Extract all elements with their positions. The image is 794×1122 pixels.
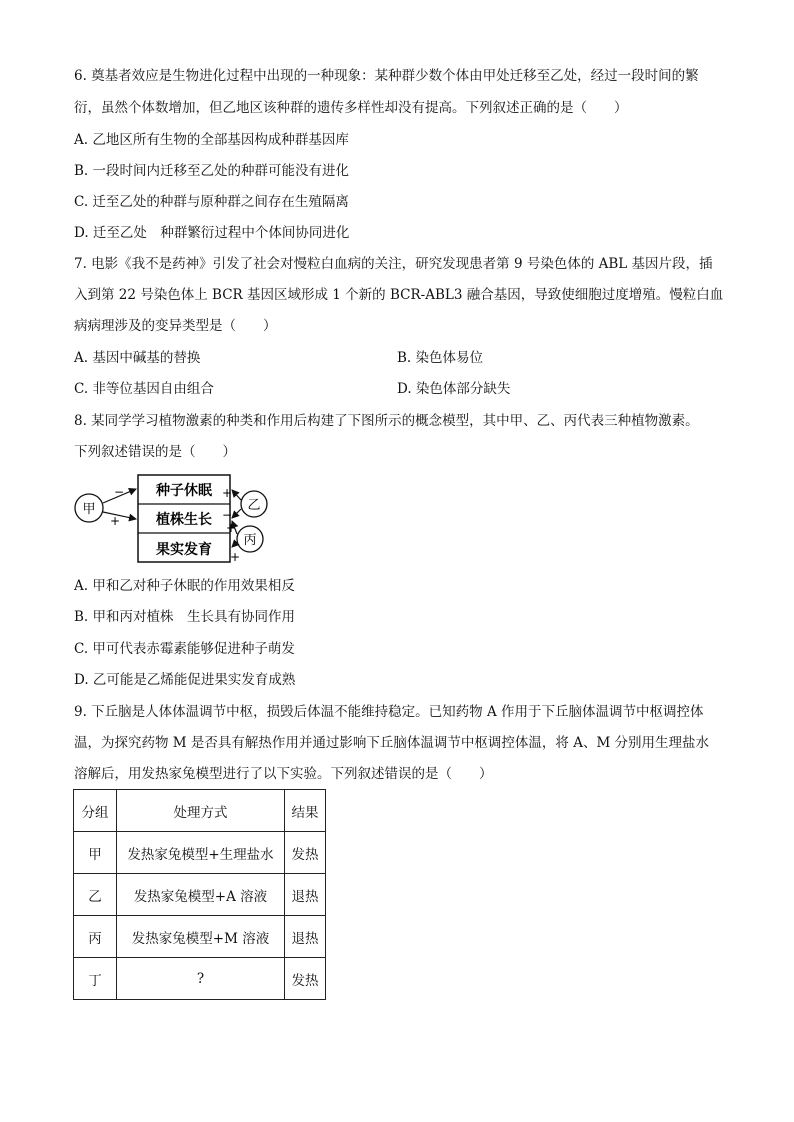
- diagram-sign-jia-dormancy: −: [114, 485, 125, 499]
- q6-option-c: C. 迁至乙处的种群与原种群之间存在生殖隔离: [74, 194, 349, 210]
- table-cell: 丙: [74, 916, 117, 958]
- hormone-concept-diagram: [70, 468, 280, 568]
- table-cell: 乙: [74, 874, 117, 916]
- q7-option-c: C. 非等位基因自由组合: [74, 381, 214, 397]
- table-cell: 发热: [285, 958, 326, 1000]
- table-cell: 发热家兔模型+生理盐水: [117, 832, 285, 874]
- q8-stem-line-2: 下列叙述错误的是（ ）: [74, 444, 236, 460]
- diagram-box-fruit-development: 果实发育: [156, 542, 212, 558]
- q7-stem-line-2: 入到第 22 号染色体上 BCR 基因区域形成 1 个新的 BCR-ABL3 融合基因，导致使细胞过度增殖。慢粒白血: [74, 287, 724, 303]
- table-cell: 发热: [285, 832, 326, 874]
- q8-option-d: D. 乙可能是乙烯能促进果实发育成熟: [74, 672, 296, 688]
- table-header-cell: 结果: [285, 790, 326, 832]
- table-header-cell: 分组: [74, 790, 117, 832]
- q9-stem-line-2: 温，为探究药物 M 是否具有解热作用并通过影响下丘脑体温调节中枢调控体温，将 A、M 分别用生理盐水: [74, 735, 710, 751]
- table-cell: 甲: [74, 832, 117, 874]
- diagram-sign-bing-fruit: +: [230, 550, 241, 564]
- q8-stem-line-1: 8. 某同学学习植物激素的种类和作用后构建了下图所示的概念模型，其中甲、乙、丙代表三种植物激素。: [74, 413, 699, 429]
- diagram-circle-bing-label: 丙: [243, 533, 257, 548]
- q7-option-d: D. 染色体部分缺失: [397, 381, 511, 397]
- diagram-circle-jia-label: 甲: [82, 502, 96, 517]
- diagram-box-seed-dormancy: 种子休眠: [156, 483, 212, 499]
- table-row: [74, 916, 326, 958]
- table-cell: 发热家兔模型+A 溶液: [117, 874, 285, 916]
- q7-stem-line-3: 病病理涉及的变异类型是（ ）: [74, 318, 277, 334]
- q7-stem-line-1: 7. 电影《我不是药神》引发了社会对慢粒白血病的关注，研究发现患者第 9 号染色体的 ABL 基因片段，插: [74, 256, 713, 272]
- table-row: [74, 874, 326, 916]
- table-cell: 发热家兔模型+M 溶液: [117, 916, 285, 958]
- table-header-row: [74, 790, 326, 832]
- experiment-table: [73, 789, 326, 1000]
- q6-option-a: A. 乙地区所有生物的全部基因构成种群基因库: [74, 132, 349, 148]
- table-row: [74, 958, 326, 1000]
- q6-option-d: D. 迁至乙处 种群繁衍过程中个体间协同进化: [74, 225, 350, 241]
- q9-stem-line-3: 溶解后，用发热家兔模型进行了以下实验。下列叙述错误的是（ ）: [74, 766, 493, 782]
- q6-stem-line-2: 衍，虽然个体数增加，但乙地区该种群的遗传多样性却没有提高。下列叙述正确的是（ ）: [74, 100, 628, 116]
- table-cell: ?: [117, 958, 285, 1000]
- q8-option-c: C. 甲可代表赤霉素能够促进种子萌发: [74, 641, 295, 657]
- q6-stem-line-1: 6. 奠基者效应是生物进化过程中出现的一种现象：某种群少数个体由甲处迁移至乙处，经过一段时间的繁: [74, 68, 699, 84]
- q8-option-b: B. 甲和丙对植株 生长具有协同作用: [74, 609, 296, 625]
- q6-option-b: B. 一段时间内迁移至乙处的种群可能没有进化: [74, 163, 350, 179]
- diagram-circle-yi-label: 乙: [247, 498, 261, 513]
- diagram-sign-yi-dormancy: +: [222, 486, 233, 500]
- table-cell: 丁: [74, 958, 117, 1000]
- diagram-box-plant-growth: 植株生长: [156, 512, 212, 528]
- table-cell: 退热: [285, 916, 326, 958]
- table-header-cell: 处理方式: [117, 790, 285, 832]
- q9-stem-line-1: 9. 下丘脑是人体体温调节中枢，损毁后体温不能维持稳定。已知药物 A 作用于下丘脑体温调节中枢调控体: [74, 704, 704, 720]
- q7-option-a: A. 基因中碱基的替换: [74, 350, 201, 366]
- table-row: [74, 832, 326, 874]
- diagram-sign-yi-growth: −: [222, 508, 233, 522]
- table-cell: 退热: [285, 874, 326, 916]
- q8-option-a: A. 甲和乙对种子休眠的作用效果相反: [74, 578, 295, 594]
- diagram-sign-bing-growth: +: [226, 521, 237, 535]
- diagram-sign-jia-growth: +: [110, 514, 121, 528]
- q7-option-b: B. 染色体易位: [397, 350, 484, 366]
